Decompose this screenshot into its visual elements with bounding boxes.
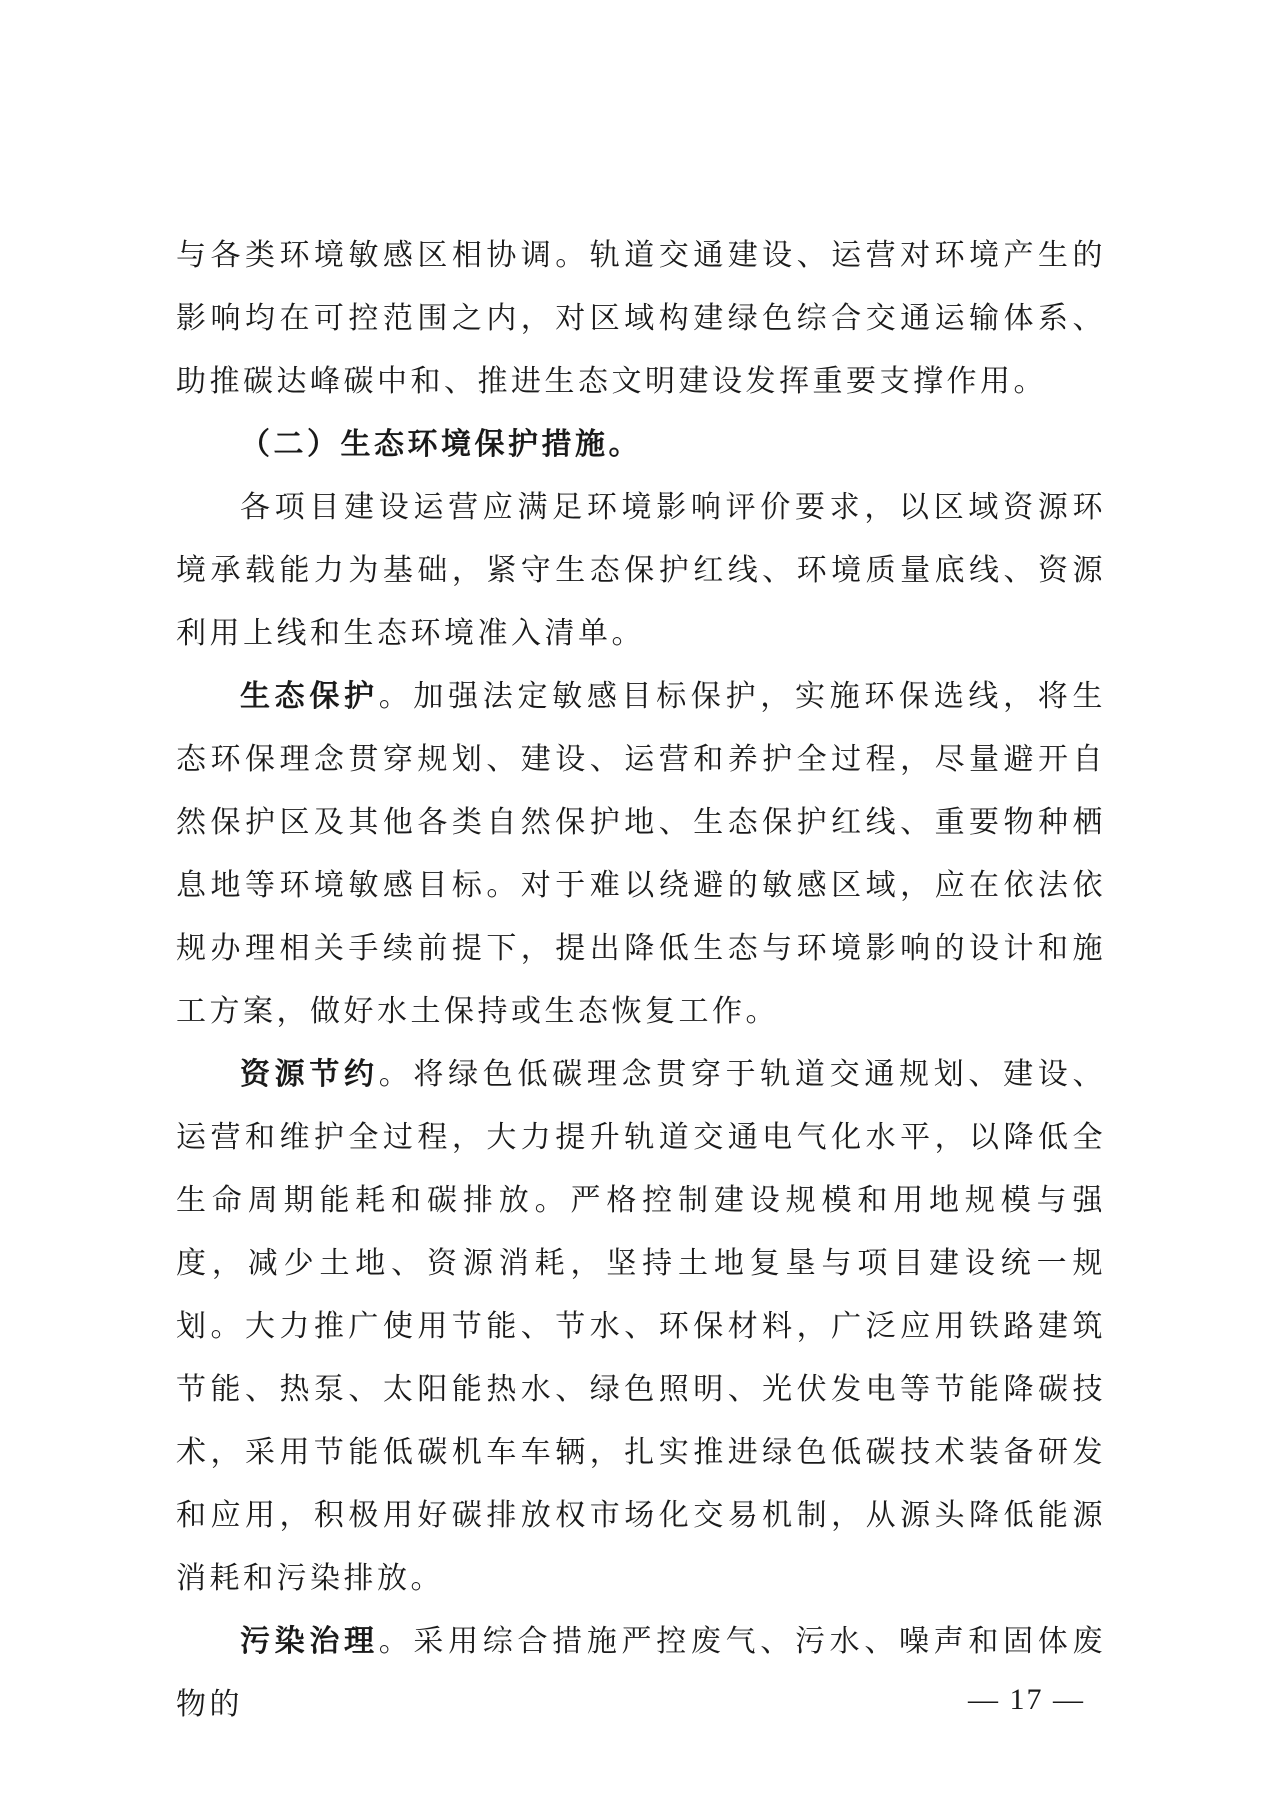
- paragraph-text: 与各类环境敏感区相协调。轨道交通建设、运营对环境产生的影响均在可控范围之内，对区域构建绿色综合交通运输体系、助推碳达峰碳中和、推进生态文明建设发挥重要支撑作用。: [176, 238, 1106, 399]
- paragraph-resource-saving: [176, 1043, 1106, 1610]
- paragraph-requirements: [176, 476, 1106, 665]
- section-heading: （二）生态环境保护措施。: [240, 427, 642, 462]
- paragraph-continuation: [176, 224, 1106, 413]
- paragraph-text: 。加强法定敏感目标保护，实施环保选线，将生态环保理念贯穿规划、建设、运营和养护全过程，尽量避开自然保护区及其他各类自然保护地、生态保护红线、重要物种栖息地等环境敏感目标。对于难以绕避的敏感区域，应在依法依规办理相关手续前提下，提出降低生态与环境影响的设计和施工方案，做好水土保持或生态恢复工作。: [176, 679, 1106, 1029]
- page-number: — 17 —: [968, 1683, 1085, 1716]
- paragraph-text: 。采用综合措施严控废气、污水、噪声和固体废物的: [176, 1624, 1106, 1722]
- document-body: [176, 224, 1106, 1736]
- paragraph-ecological-protection: [176, 665, 1106, 1043]
- paragraph-text: 。将绿色低碳理念贯穿于轨道交通规划、建设、运营和维护全过程，大力提升轨道交通电气化水平，以降低全生命周期能耗和碳排放。严格控制建设规模和用地规模与强度，减少土地、资源消耗，坚持土地复垦与项目建设统一规划。大力推广使用节能、节水、环保材料，广泛应用铁路建筑节能、热泵、太阳能热水、绿色照明、光伏发电等节能降碳技术，采用节能低碳机车车辆，扎实推进绿色低碳技术装备研发和应用，积极用好碳排放权市场化交易机制，从源头降低能源消耗和污染排放。: [176, 1057, 1106, 1596]
- paragraph-pollution-control: [176, 1610, 1106, 1736]
- paragraph-lead-term: 生态保护: [240, 679, 379, 714]
- paragraph-text: 各项目建设运营应满足环境影响评价要求，以区域资源环境承载能力为基础，紧守生态保护红线、环境质量底线、资源利用上线和生态环境准入清单。: [176, 490, 1106, 651]
- paragraph-lead-term: 资源节约: [240, 1057, 379, 1092]
- paragraph-lead-term: 污染治理: [240, 1624, 379, 1659]
